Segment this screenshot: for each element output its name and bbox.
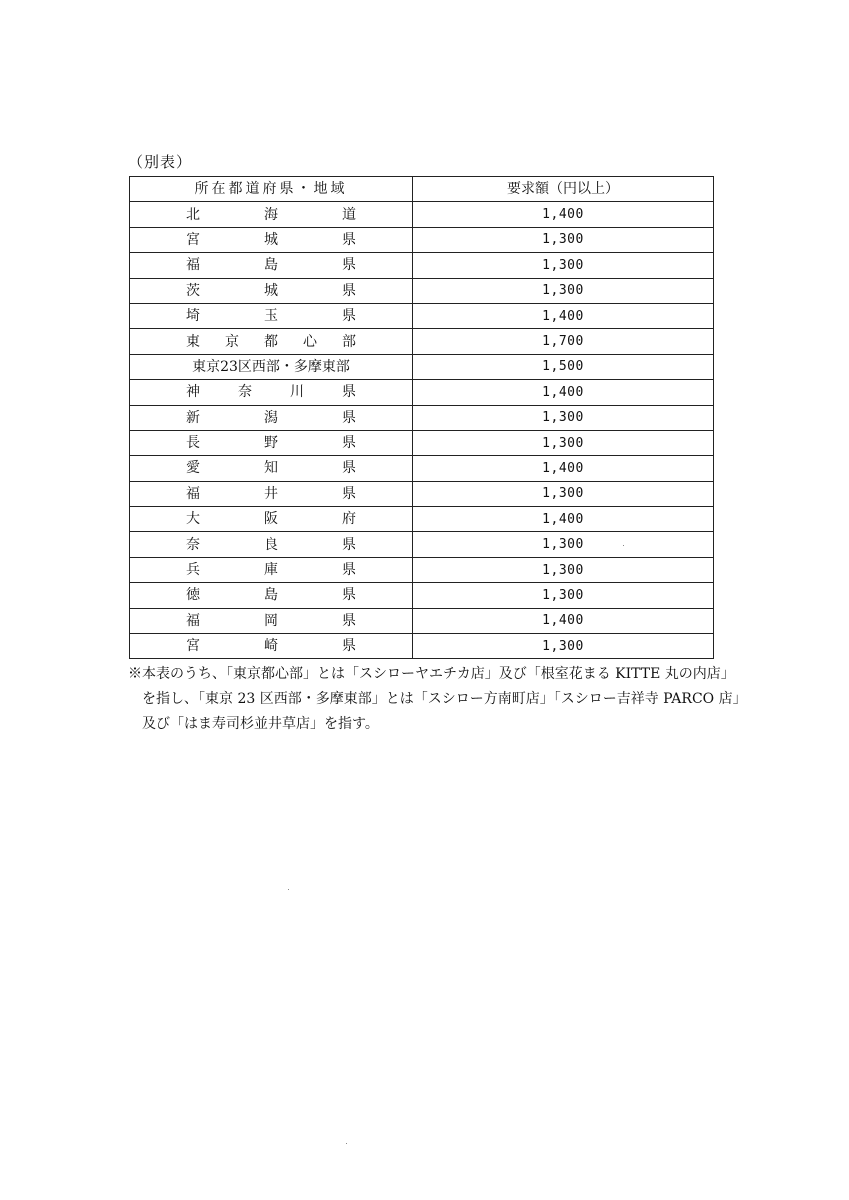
amount-cell: [413, 634, 714, 659]
amount-value: 1,500: [542, 359, 584, 375]
amount-value: 1,700: [542, 334, 584, 350]
region-cell: [130, 278, 413, 303]
table-caption: （別表）: [128, 153, 193, 171]
amount-cell: [413, 532, 714, 557]
table-body: [130, 202, 714, 659]
amount-cell: [413, 380, 714, 405]
table-row: [130, 253, 714, 278]
table-row: [130, 481, 714, 506]
amount-value: 1,400: [542, 613, 584, 629]
amount-value: 1,300: [542, 435, 584, 451]
region-name: 東 京 都 心 部: [186, 333, 356, 350]
footnote-line-1: ※本表のうち、「東京都心部」とは「スシローヤエチカ店」及び「根室花まる KITTE 丸の内店」: [128, 666, 735, 682]
amount-cell: [413, 456, 714, 481]
amount-cell: [413, 430, 714, 455]
amount-value: 1,300: [542, 257, 584, 273]
region-name: 奈 良 県: [186, 536, 356, 553]
amount-cell: [413, 253, 714, 278]
region-cell: [130, 329, 413, 354]
region-name: 兵 庫 県: [186, 562, 356, 579]
region-name: 北 海 道: [186, 206, 356, 223]
amount-value: 1,300: [542, 638, 584, 654]
amount-cell: [413, 329, 714, 354]
region-name: 神 奈 川 県: [186, 384, 356, 401]
scan-speck: [346, 1143, 347, 1144]
amount-cell: [413, 278, 714, 303]
region-cell: [130, 430, 413, 455]
region-cell: [130, 405, 413, 430]
region-name: 愛 知 県: [186, 460, 356, 477]
amount-cell: [413, 557, 714, 582]
amount-value: 1,400: [542, 207, 584, 223]
region-name: 福 岡 県: [186, 612, 356, 629]
region-name: 宮 城 県: [186, 231, 356, 248]
table-row: [130, 227, 714, 252]
region-cell: [130, 507, 413, 532]
region-cell: [130, 634, 413, 659]
footnote-line-3: 及び「はま寿司杉並井草店」を指す。: [142, 716, 379, 732]
amount-cell: [413, 227, 714, 252]
table-row: [130, 507, 714, 532]
table-row: [130, 557, 714, 582]
amount-value: 1,300: [542, 562, 584, 578]
amount-value: 1,300: [542, 537, 584, 553]
table-row: [130, 456, 714, 481]
table-row: [130, 634, 714, 659]
region-cell: [130, 380, 413, 405]
region-cell: [130, 227, 413, 252]
table-row: [130, 583, 714, 608]
region-name: 茨 城 県: [186, 282, 356, 299]
scan-speck: [288, 889, 289, 890]
table-row: [130, 430, 714, 455]
region-name: 新 潟 県: [186, 409, 356, 426]
amount-value: 1,300: [542, 283, 584, 299]
region-name: 大 阪 府: [186, 511, 356, 528]
amount-cell: [413, 202, 714, 227]
amount-value: 1,400: [542, 384, 584, 400]
region-name: 長 野 県: [186, 435, 356, 452]
amount-cell: [413, 303, 714, 328]
header-amount-label: 要求額（円以上）: [507, 181, 619, 198]
footnote: [128, 662, 747, 737]
region-cell: [130, 481, 413, 506]
region-cell: [130, 303, 413, 328]
region-name: 宮 崎 県: [186, 638, 356, 655]
amount-cell: [413, 354, 714, 379]
region-cell: [130, 253, 413, 278]
region-name: 埼 玉 県: [186, 308, 356, 325]
amount-value: 1,400: [542, 308, 584, 324]
table-row: [130, 278, 714, 303]
header-amount: [413, 177, 714, 202]
table-row: [130, 354, 714, 379]
table-row: [130, 303, 714, 328]
region-name: 福 島 県: [186, 257, 356, 274]
table-header-row: [130, 177, 714, 202]
region-cell: [130, 456, 413, 481]
region-cell: [130, 583, 413, 608]
table-row: [130, 329, 714, 354]
table-row: [130, 405, 714, 430]
region-name: 福 井 県: [186, 485, 356, 502]
amount-value: 1,300: [542, 587, 584, 603]
table-row: [130, 380, 714, 405]
table-row: [130, 532, 714, 557]
region-cell: [130, 354, 413, 379]
amount-value: 1,400: [542, 460, 584, 476]
amount-value: 1,400: [542, 511, 584, 527]
amount-cell: [413, 608, 714, 633]
amount-cell: [413, 405, 714, 430]
scan-speck: [623, 545, 624, 546]
amount-cell: [413, 583, 714, 608]
region-name: 東京23区西部・多摩東部: [192, 358, 350, 375]
header-region: [130, 177, 413, 202]
region-cell: [130, 202, 413, 227]
table-row: [130, 608, 714, 633]
amount-value: 1,300: [542, 410, 584, 426]
table-row: [130, 202, 714, 227]
region-cell: [130, 532, 413, 557]
region-cell: [130, 557, 413, 582]
amount-value: 1,300: [542, 232, 584, 248]
region-cell: [130, 608, 413, 633]
amount-cell: [413, 481, 714, 506]
footnote-line-2: を指し、「東京 23 区西部・多摩東部」とは「スシロー方南町店」「スシロー吉祥寺 PARCO 店」: [142, 691, 747, 707]
header-region-label: 所在都道府県・地域: [194, 181, 348, 198]
amount-value: 1,300: [542, 486, 584, 502]
amount-cell: [413, 507, 714, 532]
wage-requirement-table: [129, 176, 714, 659]
region-name: 徳 島 県: [186, 587, 356, 604]
